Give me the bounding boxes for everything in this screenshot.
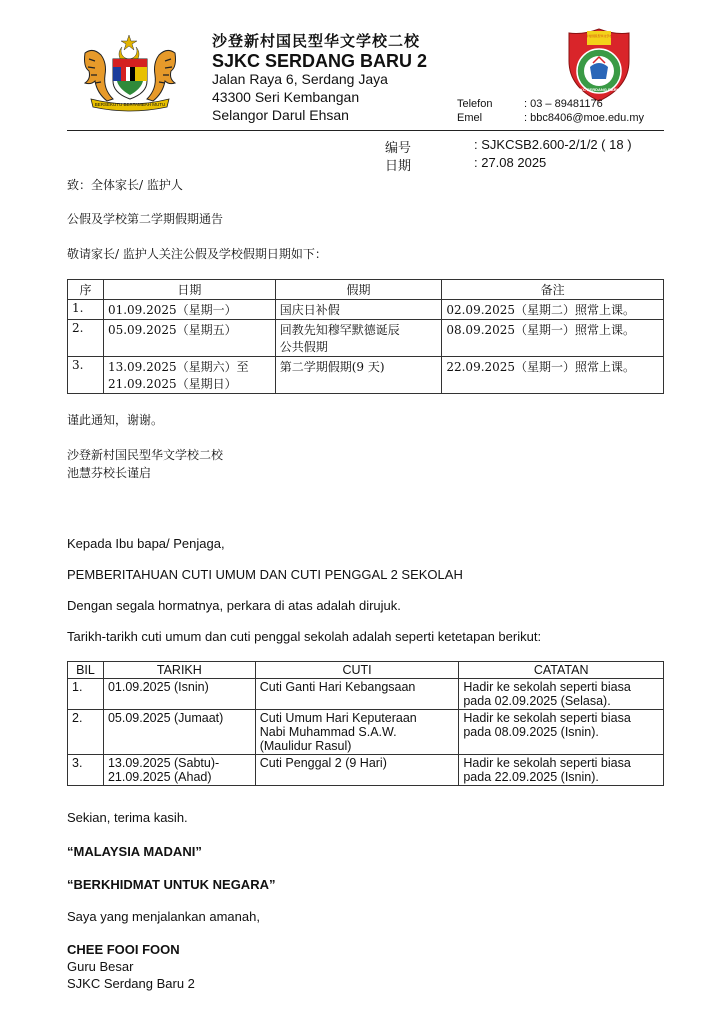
coat-of-arms-logo (77, 33, 183, 113)
cell-line: 21.09.2025（星期日） (107, 377, 237, 391)
en-intro: Tarikh-tarikh cuti umum dan cuti penggal sekolah adalah seperti ketetapan berikut: (67, 629, 542, 644)
cell-line: 21.09.2025 (Ahad) (107, 770, 212, 784)
cell-line: Hadir ke sekolah seperti biasa (463, 756, 631, 770)
cn-col-date: 日期 (103, 280, 275, 300)
cell-date: 05.09.2025 (Jumaat) (103, 710, 255, 755)
cn-recipient: 致：全体家长/ 监护人 (67, 178, 183, 192)
address-line-3: Selangor Darul Ehsan (212, 107, 349, 123)
cell-no: 3. (68, 755, 104, 786)
cell-holiday (255, 710, 459, 755)
cell-line: pada 22.09.2025 (Isnin). (463, 770, 599, 784)
school-name-english: SJKC SERDANG BARU 2 (212, 51, 428, 71)
en-col-note: CATATAN (459, 662, 664, 679)
telefon-value: : 03 – 89481176 (524, 98, 603, 110)
en-col-holiday: CUTI (255, 662, 459, 679)
cn-holiday-table (67, 279, 664, 394)
cell-line: 13.09.2025（星期六）至 (107, 360, 249, 374)
table-row (68, 320, 664, 357)
cell-date: 05.09.2025（星期五） (103, 320, 275, 357)
cell-note (459, 710, 664, 755)
en-holiday-table (67, 661, 664, 786)
table-row (68, 300, 664, 320)
telefon-label: Telefon (457, 98, 493, 110)
cell-date (103, 755, 255, 786)
en-trust: Saya yang menjalankan amanah, (67, 909, 260, 924)
cell-line: 回教先知穆罕默德诞辰 (279, 323, 400, 337)
cell-date (103, 357, 275, 394)
address-line-1: Jalan Raya 6, Serdang Jaya (212, 71, 388, 87)
cell-line: Nabi Muhammad S.A.W. (259, 725, 397, 739)
cell-line: (Maulidur Rasul) (259, 739, 352, 753)
cell-holiday: Cuti Penggal 2 (9 Hari) (255, 755, 459, 786)
cell-line: Hadir ke sekolah seperti biasa (463, 711, 631, 725)
school-logo-cn-text: 沙登新村国民型华文学校二校 (579, 34, 619, 38)
ref-date-label: 日期 (385, 159, 412, 174)
en-recipient: Kepada Ibu bapa/ Penjaga, (67, 536, 225, 551)
cell-note: 22.09.2025（星期一）照常上课。 (442, 357, 664, 394)
signatory-name: CHEE FOOI FOON (67, 942, 180, 957)
school-logo-ring-text: SJKC SERDANG BARU 2 (575, 87, 623, 92)
cn-closing: 谨此通知，谢谢。 (67, 413, 164, 427)
cn-col-note: 备注 (442, 280, 664, 300)
en-greeting: Dengan segala hormatnya, perkara di atas adalah dirujuk. (67, 598, 401, 613)
cn-sign-school: 沙登新村国民型华文学校二校 (67, 448, 224, 462)
school-name-chinese: 沙登新村国民型华文学校二校 (212, 32, 421, 50)
en-col-date: TARIKH (103, 662, 255, 679)
cell-no: 2. (68, 320, 104, 357)
emel-value[interactable]: : bbc8406@moe.edu.my (524, 112, 645, 124)
table-row (68, 679, 664, 710)
cell-holiday: 第二学期假期(9 天) (275, 357, 442, 394)
address-line-2: 43300 Seri Kembangan (212, 89, 360, 105)
cell-line: 13.09.2025 (Sabtu)- (107, 756, 220, 770)
cell-line: Hadir ke sekolah seperti biasa (463, 680, 631, 694)
table-row (68, 357, 664, 394)
table-header-row (68, 662, 664, 679)
cn-intro: 敬请家长/ 监护人关注公假及学校假期日期如下： (67, 247, 327, 261)
cn-col-no: 序 (68, 280, 104, 300)
table-row (68, 710, 664, 755)
en-col-no: BIL (68, 662, 104, 679)
slogan-berkhidmat: “BERKHIDMAT UNTUK NEGARA” (67, 877, 276, 892)
cell-note: 08.09.2025（星期一）照常上课。 (442, 320, 664, 357)
school-logo (566, 27, 632, 103)
cell-date: 01.09.2025 (Isnin) (103, 679, 255, 710)
cell-no: 1. (68, 300, 104, 320)
ref-date-value: : 27.08 2025 (474, 155, 547, 170)
crest-motto-text: BERSEKUTU BERTAMBAH MUTU (94, 102, 166, 107)
emel-label: Emel (457, 112, 483, 124)
cell-no: 1. (68, 679, 104, 710)
cell-line: pada 02.09.2025 (Selasa). (463, 694, 611, 708)
cell-no: 3. (68, 357, 104, 394)
cell-date: 01.09.2025（星期一） (103, 300, 275, 320)
ref-no-label: 编号 (385, 141, 412, 156)
cell-holiday: 国庆日补假 (275, 300, 442, 320)
header-divider (67, 130, 664, 131)
signatory-title: Guru Besar (67, 959, 134, 974)
cn-col-holiday: 假期 (275, 280, 442, 300)
cell-note: 02.09.2025（星期二）照常上课。 (442, 300, 664, 320)
cell-holiday (275, 320, 442, 357)
table-header-row (68, 280, 664, 300)
cell-note (459, 755, 664, 786)
cn-subject: 公假及学校第二学期假期通告 (67, 212, 224, 226)
slogan-madani: “MALAYSIA MADANI” (67, 844, 202, 859)
en-subject: PEMBERITAHUAN CUTI UMUM DAN CUTI PENGGAL 2 SEKOLAH (67, 567, 463, 582)
cell-line: Cuti Umum Hari Keputeraan (259, 711, 417, 725)
table-row (68, 755, 664, 786)
en-thanks: Sekian, terima kasih. (67, 810, 188, 825)
cell-line: pada 08.09.2025 (Isnin). (463, 725, 599, 739)
cell-no: 2. (68, 710, 104, 755)
signatory-school: SJKC Serdang Baru 2 (67, 976, 195, 991)
cell-holiday: Cuti Ganti Hari Kebangsaan (255, 679, 459, 710)
cn-sign-name: 池慧芬校长谨启 (67, 466, 152, 480)
cell-note (459, 679, 664, 710)
ref-no-value: : SJKCSB2.600-2/1/2 ( 18 ) (474, 137, 632, 152)
cell-line: 公共假期 (279, 340, 328, 354)
